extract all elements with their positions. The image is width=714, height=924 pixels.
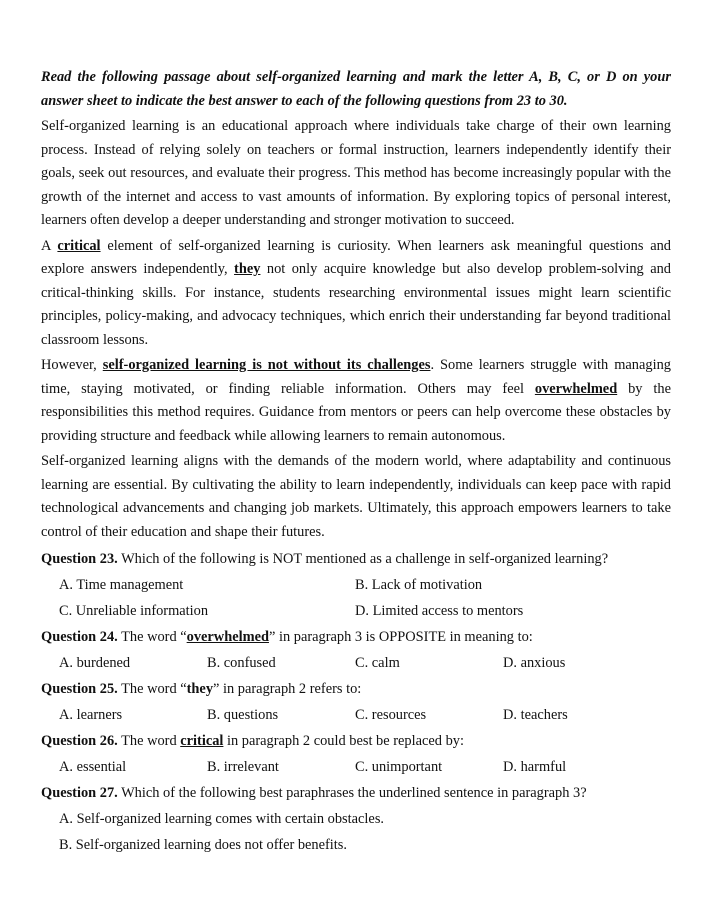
underlined-word-they: they xyxy=(234,261,261,277)
option-b[interactable]: B. irrelevant xyxy=(207,759,279,775)
p2-text-a: A xyxy=(41,237,58,254)
question-25-options xyxy=(41,705,671,726)
question-27 xyxy=(41,783,671,804)
question-label: Question 26. xyxy=(41,733,118,749)
question-text-post: ” in paragraph 3 is OPPOSITE in meaning to: xyxy=(268,629,533,645)
question-keyword: critical xyxy=(180,733,224,749)
option-c[interactable]: C. unimportant xyxy=(355,759,443,775)
question-text-pre: The word “ xyxy=(117,629,187,645)
p3-text-c: by the responsibilities this method requires. Guidance from mentors or peers can help overcome these obstacles by providing structure and feedback while allowing learners to remain autonomous. xyxy=(41,380,671,444)
question-26 xyxy=(41,731,671,752)
question-26-options xyxy=(41,757,671,778)
question-23-options-row-1 xyxy=(41,575,671,596)
question-label: Question 27. xyxy=(41,785,118,801)
question-text: Which of the following is NOT mentioned as a challenge in self-organized learning? xyxy=(117,551,609,567)
p2-text-c: not only acquire knowledge but also develop problem-solving and critical-thinking skills. For instance, students researching environmental issues might learn scientific principles, policy-making, and advocacy techniques, which enrich their understanding far beyond traditional classroom lessons. xyxy=(41,261,671,348)
p3-text-b: . Some learners struggle with managing time, staying motivated, or finding reliable information. Others may feel xyxy=(41,357,671,397)
p3-text-a: However, xyxy=(41,357,103,373)
p2-text-b: element of self-organized learning is curiosity. When learners ask meaningful questions and explore answers independently, xyxy=(41,237,671,277)
option-c[interactable]: C. resources xyxy=(355,707,427,723)
question-24 xyxy=(41,627,671,648)
option-c[interactable]: C. Unreliable information xyxy=(59,603,209,619)
paragraph-2 xyxy=(41,235,671,353)
option-b[interactable]: B. confused xyxy=(207,655,276,671)
paragraph-4: Self-organized learning aligns with the demands of the modern world, where adaptability and continuous learning are essential. By cultivating the ability to learn independently, individuals can keep pace with rapid technological advancements and changing job markets. Ultimately, this approach empowers learners to take control of their education and shape their futures. xyxy=(41,453,671,540)
option-a[interactable]: A. burdened xyxy=(59,655,131,671)
option-b[interactable]: B. Lack of motivation xyxy=(355,577,483,593)
paragraph-3 xyxy=(41,354,671,448)
question-25 xyxy=(41,679,671,700)
question-23 xyxy=(41,549,671,570)
question-text-post: ” in paragraph 2 refers to: xyxy=(213,681,362,697)
underlined-word-overwhelmed: overwhelmed xyxy=(534,380,618,397)
instructions: Read the following passage about self-organized learning and mark the letter A, B, C, or D on your answer sheet to indicate the best answer to each of the following questions from 23 to 30. xyxy=(41,69,671,109)
question-keyword: they xyxy=(186,681,214,697)
option-d[interactable]: D. anxious xyxy=(503,655,566,671)
option-a[interactable]: A. learners xyxy=(59,707,123,723)
question-23-options-row-2 xyxy=(41,601,671,622)
question-label: Question 23. xyxy=(41,551,118,567)
question-text-pre: The word “ xyxy=(117,681,187,697)
paragraph-1: Self-organized learning is an educational approach where individuals take charge of their own learning process. Instead of relying solely on teachers or formal instruction, learners independently identify their goals, seek out resources, and evaluate their progress. This method has become increasingly popular with the growth of the internet and access to vast amounts of information. By exploring topics of personal interest, learners often develop a deeper understanding and stronger motivation to succeed. xyxy=(41,118,671,228)
option-d[interactable]: D. Limited access to mentors xyxy=(355,603,524,619)
question-27-option-a-row xyxy=(41,809,671,830)
option-a[interactable]: A. Self-organized learning comes with certain obstacles. xyxy=(59,811,385,827)
question-label: Question 25. xyxy=(41,681,118,697)
question-text: Which of the following best paraphrases the underlined sentence in paragraph 3? xyxy=(117,785,587,801)
option-d[interactable]: D. teachers xyxy=(503,707,568,723)
option-b[interactable]: B. questions xyxy=(207,707,279,723)
option-b[interactable]: B. Self-organized learning does not offer benefits. xyxy=(59,837,347,853)
question-24-options xyxy=(41,653,671,674)
question-27-option-b-row xyxy=(41,835,671,856)
document-page xyxy=(41,66,671,856)
underlined-sentence: self-organized learning is not without its challenges xyxy=(102,357,431,373)
option-a[interactable]: A. Time management xyxy=(59,577,184,593)
option-a[interactable]: A. essential xyxy=(59,759,127,775)
question-text-pre: The word xyxy=(117,733,181,749)
question-keyword: overwhelmed xyxy=(186,629,269,645)
question-label: Question 24. xyxy=(41,629,118,645)
underlined-word-critical: critical xyxy=(57,237,101,254)
question-text-post: in paragraph 2 could best be replaced by: xyxy=(223,733,464,749)
option-d[interactable]: D. harmful xyxy=(503,759,567,775)
option-c[interactable]: C. calm xyxy=(355,655,400,671)
